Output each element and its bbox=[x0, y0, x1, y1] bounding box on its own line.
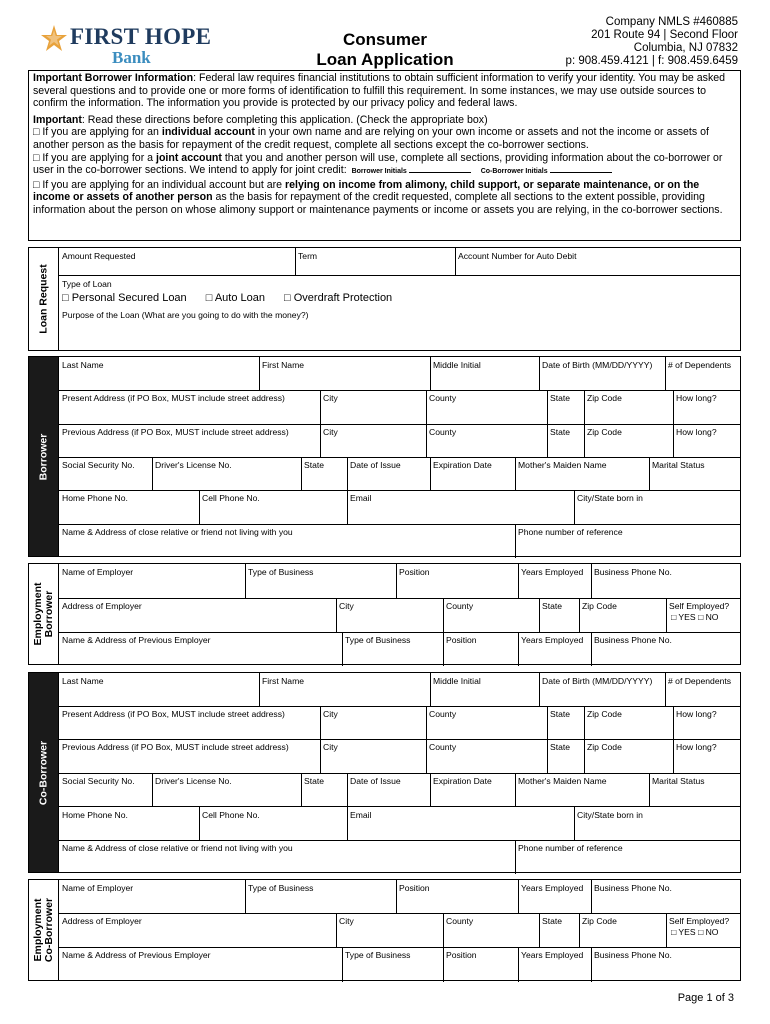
side-label bbox=[33, 582, 55, 645]
co-employer-county-field[interactable]: County bbox=[446, 916, 474, 926]
ssn-field[interactable]: Social Security No. bbox=[62, 460, 135, 470]
company-line: p: 908.459.4121 | f: 908.459.6459 bbox=[565, 55, 738, 67]
section-side bbox=[29, 357, 59, 556]
co-prev-business-phone-field[interactable]: Business Phone No. bbox=[594, 950, 672, 960]
co-employer-field[interactable]: Name of Employer bbox=[62, 883, 134, 893]
employer-field[interactable]: Name of Employer bbox=[62, 567, 134, 577]
page-number: Page 1 of 3 bbox=[677, 992, 734, 1004]
zip-field[interactable]: Zip Code bbox=[587, 427, 622, 437]
co-marital-status-field[interactable]: Marital Status bbox=[652, 776, 705, 786]
co-present-address-field[interactable]: Present Address (if PO Box, MUST include street address) bbox=[62, 709, 285, 719]
maiden-name-field[interactable]: Mother's Maiden Name bbox=[518, 460, 607, 470]
side-label-line: Employment bbox=[32, 898, 44, 962]
years-employed-field[interactable]: Years Employed bbox=[521, 567, 584, 577]
co-self-employed-label: Self Employed? bbox=[669, 916, 730, 926]
co-relative-field[interactable]: Name & Address of close relative or friend not living with you bbox=[62, 843, 293, 853]
co-business-phone-field[interactable]: Business Phone No. bbox=[594, 883, 672, 893]
co-position-field[interactable]: Position bbox=[399, 883, 430, 893]
co-cell-phone-field[interactable]: Cell Phone No. bbox=[202, 810, 260, 820]
bank-sub: Bank bbox=[112, 48, 151, 67]
document-title bbox=[300, 30, 470, 70]
co-how-long-field[interactable]: How long? bbox=[676, 742, 717, 752]
co-prev-years-field[interactable]: Years Employed bbox=[521, 950, 584, 960]
expiration-field[interactable]: Expiration Date bbox=[433, 460, 492, 470]
co-last-name-field[interactable]: Last Name bbox=[62, 676, 104, 686]
co-expiration-field[interactable]: Expiration Date bbox=[433, 776, 492, 786]
coborrower-section bbox=[28, 672, 741, 873]
prev-years-field[interactable]: Years Employed bbox=[521, 635, 584, 645]
position-field[interactable]: Position bbox=[399, 567, 430, 577]
side-label-line: Borrower bbox=[43, 590, 55, 638]
city-born-field[interactable]: City/State born in bbox=[577, 493, 643, 503]
instructions-box bbox=[28, 70, 741, 241]
state-field[interactable]: State bbox=[550, 427, 571, 437]
co-years-employed-field[interactable]: Years Employed bbox=[521, 883, 584, 893]
option-joint[interactable] bbox=[33, 152, 736, 179]
relative-field[interactable]: Name & Address of close relative or friend not living with you bbox=[62, 527, 293, 537]
side-label: Borrower bbox=[37, 433, 50, 480]
self-employed-checkboxes[interactable]: □ YES □ NO bbox=[671, 612, 719, 622]
loan-type-options bbox=[62, 292, 408, 304]
middle-initial-field[interactable]: Middle Initial bbox=[433, 360, 481, 370]
last-name-field[interactable]: Last Name bbox=[62, 360, 104, 370]
option-individual[interactable] bbox=[33, 126, 736, 151]
license-state-field[interactable]: State bbox=[304, 460, 325, 470]
county-field[interactable]: County bbox=[429, 427, 457, 437]
email-field[interactable]: Email bbox=[350, 493, 372, 503]
city-field[interactable]: City bbox=[323, 427, 338, 437]
co-email-field[interactable]: Email bbox=[350, 810, 372, 820]
employer-zip-field[interactable]: Zip Code bbox=[582, 601, 617, 611]
co-maiden-name-field[interactable]: Mother's Maiden Name bbox=[518, 776, 607, 786]
co-employer-address-field[interactable]: Address of Employer bbox=[62, 916, 142, 926]
section-side bbox=[29, 880, 59, 980]
auto-loan-checkbox[interactable]: □ Auto Loan bbox=[205, 292, 265, 304]
co-state-field[interactable]: State bbox=[550, 742, 571, 752]
co-employer-city-field[interactable]: City bbox=[339, 916, 354, 926]
title-line-2: Loan Application bbox=[316, 50, 454, 69]
co-reference-phone-field[interactable]: Phone number of reference bbox=[518, 843, 623, 853]
employment-borrower-section bbox=[28, 563, 741, 665]
initials-fields bbox=[350, 168, 618, 175]
employer-address-field[interactable]: Address of Employer bbox=[62, 601, 142, 611]
star-logo-icon bbox=[40, 24, 68, 52]
amount-requested-field[interactable]: Amount Requested bbox=[62, 251, 136, 261]
co-dob-field[interactable]: Date of Birth (MM/DD/YYYY) bbox=[542, 676, 653, 686]
borrower-initials-label: Borrower Initials bbox=[351, 168, 407, 176]
co-first-name-field[interactable]: First Name bbox=[262, 676, 305, 686]
coborrower-initials-line[interactable] bbox=[550, 172, 612, 173]
co-zip-field[interactable]: Zip Code bbox=[587, 709, 622, 719]
co-ssn-field[interactable]: Social Security No. bbox=[62, 776, 135, 786]
prev-business-phone-field[interactable]: Business Phone No. bbox=[594, 635, 672, 645]
previous-employer-field[interactable]: Name & Address of Previous Employer bbox=[62, 635, 211, 645]
loan-request-section bbox=[28, 247, 741, 351]
borrower-section bbox=[28, 356, 741, 557]
co-home-phone-field[interactable]: Home Phone No. bbox=[62, 810, 128, 820]
overdraft-checkbox[interactable]: □ Overdraft Protection bbox=[284, 292, 393, 304]
co-date-of-issue-field[interactable]: Date of Issue bbox=[350, 776, 401, 786]
co-license-field[interactable]: Driver's License No. bbox=[155, 776, 232, 786]
option-text: □ If you are applying for an bbox=[33, 126, 162, 139]
first-name-field[interactable]: First Name bbox=[262, 360, 305, 370]
section-side bbox=[29, 248, 59, 350]
co-self-employed-checkboxes[interactable]: □ YES □ NO bbox=[671, 927, 719, 937]
account-number-field[interactable]: Account Number for Auto Debit bbox=[458, 251, 577, 261]
side-label-line: Employment bbox=[32, 582, 44, 646]
co-city-born-field[interactable]: City/State born in bbox=[577, 810, 643, 820]
dob-field[interactable]: Date of Birth (MM/DD/YYYY) bbox=[542, 360, 653, 370]
county-field[interactable]: County bbox=[429, 393, 457, 403]
company-line: Columbia, NJ 07832 bbox=[633, 42, 738, 54]
option-text: □ If you are applying for a bbox=[33, 151, 156, 164]
option-alimony[interactable] bbox=[33, 179, 736, 217]
how-long-field[interactable]: How long? bbox=[676, 427, 717, 437]
zip-field[interactable]: Zip Code bbox=[587, 393, 622, 403]
reference-phone-field[interactable]: Phone number of reference bbox=[518, 527, 623, 537]
option-text: that you and another person will use, complete all sections, providing information about the co-borrower or user in the co-borrower sections. We intend to apply for joint credit: bbox=[33, 151, 723, 177]
co-how-long-field[interactable]: How long? bbox=[676, 709, 717, 719]
previous-address-field[interactable]: Previous Address (if PO Box, MUST include street address) bbox=[62, 427, 289, 437]
home-phone-field[interactable]: Home Phone No. bbox=[62, 493, 128, 503]
option-text: in your own name and are relying on your own income or assets and not the income or assets of another person as the basis for repayment of the credit request, complete all sections except the co-borrower sections. bbox=[33, 126, 709, 151]
co-middle-initial-field[interactable]: Middle Initial bbox=[433, 676, 481, 686]
co-city-field[interactable]: City bbox=[323, 742, 338, 752]
section-side bbox=[29, 564, 59, 664]
co-employer-zip-field[interactable]: Zip Code bbox=[582, 916, 617, 926]
coborrower-initials-label: Co-Borrower Initials bbox=[480, 168, 548, 176]
side-label bbox=[33, 898, 55, 962]
co-employer-state-field[interactable]: State bbox=[542, 916, 563, 926]
important-paragraph bbox=[33, 114, 736, 127]
title-line-1: Consumer bbox=[342, 30, 428, 49]
business-type-field[interactable]: Type of Business bbox=[248, 567, 314, 577]
personal-secured-checkbox[interactable]: □ Personal Secured Loan bbox=[62, 292, 187, 304]
cell-phone-field[interactable]: Cell Phone No. bbox=[202, 493, 260, 503]
co-previous-address-field[interactable]: Previous Address (if PO Box, MUST include street address) bbox=[62, 742, 289, 752]
section-side bbox=[29, 673, 59, 872]
side-label: Co-Borrower bbox=[37, 740, 50, 805]
company-line: Company NMLS #460885 bbox=[605, 16, 738, 28]
option-bold: relying on income from alimony, child support, or separate maintenance, or on the income or assets of another person bbox=[33, 178, 700, 204]
co-prev-business-type-field[interactable]: Type of Business bbox=[345, 950, 411, 960]
self-employed-label: Self Employed? bbox=[669, 601, 730, 611]
co-business-type-field[interactable]: Type of Business bbox=[248, 883, 314, 893]
co-dependents-field[interactable]: # of Dependents bbox=[668, 676, 732, 686]
co-county-field[interactable]: County bbox=[429, 742, 457, 752]
important-info-label: Important Borrower Information bbox=[33, 72, 194, 84]
bank-name: FIRST HOPE bbox=[70, 24, 212, 49]
bank-logo bbox=[40, 24, 240, 68]
marital-status-field[interactable]: Marital Status bbox=[652, 460, 705, 470]
license-field[interactable]: Driver's License No. bbox=[155, 460, 232, 470]
option-bold: joint account bbox=[156, 151, 222, 164]
co-zip-field[interactable]: Zip Code bbox=[587, 742, 622, 752]
date-of-issue-field[interactable]: Date of Issue bbox=[350, 460, 401, 470]
employment-coborrower-section bbox=[28, 879, 741, 981]
co-license-state-field[interactable]: State bbox=[304, 776, 325, 786]
company-line: 201 Route 94 | Second Floor bbox=[591, 29, 738, 41]
important-info-paragraph bbox=[33, 72, 736, 110]
option-text: □ If you are applying for an individual account but are bbox=[33, 178, 285, 191]
co-previous-employer-field[interactable]: Name & Address of Previous Employer bbox=[62, 950, 211, 960]
state-field[interactable]: State bbox=[550, 393, 571, 403]
present-address-field[interactable]: Present Address (if PO Box, MUST include street address) bbox=[62, 393, 285, 403]
how-long-field[interactable]: How long? bbox=[676, 393, 717, 403]
business-phone-field[interactable]: Business Phone No. bbox=[594, 567, 672, 577]
option-bold: individual account bbox=[161, 126, 255, 139]
important-label: Important bbox=[33, 113, 82, 126]
co-city-field[interactable]: City bbox=[323, 709, 338, 719]
important-info-text: : Federal law requires financial institutions to obtain sufficient information to verify your identity. You may be asked several questions and to provide one or more forms of identification to fulfill this requirement. In some instances, we may use outside sources to confirm the information. The information you provide is protected by our privacy policy and federal laws. bbox=[33, 72, 726, 110]
employer-state-field[interactable]: State bbox=[542, 601, 563, 611]
dependents-field[interactable]: # of Dependents bbox=[668, 360, 732, 370]
type-of-loan-label: Type of Loan bbox=[62, 279, 112, 289]
co-county-field[interactable]: County bbox=[429, 709, 457, 719]
side-label-line: Co-Borrower bbox=[43, 897, 55, 963]
term-field[interactable]: Term bbox=[298, 251, 318, 261]
employer-city-field[interactable]: City bbox=[339, 601, 354, 611]
prev-business-type-field[interactable]: Type of Business bbox=[345, 635, 411, 645]
prev-position-field[interactable]: Position bbox=[446, 635, 477, 645]
important-text: : Read these directions before completing this application. (Check the appropriate box) bbox=[81, 113, 488, 126]
side-label: Loan Request bbox=[37, 264, 50, 334]
employer-county-field[interactable]: County bbox=[446, 601, 474, 611]
borrower-initials-line[interactable] bbox=[409, 172, 471, 173]
option-text: as the basis for repayment of the credit requested, complete all sections to the extent possible, providing information about the person on whose alimony support or maintenance payments or income or assets you are relying, in the co-borrower sections. bbox=[33, 191, 723, 216]
co-prev-position-field[interactable]: Position bbox=[446, 950, 477, 960]
purpose-field[interactable]: Purpose of the Loan (What are you going to do with the money?) bbox=[62, 310, 309, 320]
city-field[interactable]: City bbox=[323, 393, 338, 403]
company-info bbox=[508, 16, 738, 68]
co-state-field[interactable]: State bbox=[550, 709, 571, 719]
